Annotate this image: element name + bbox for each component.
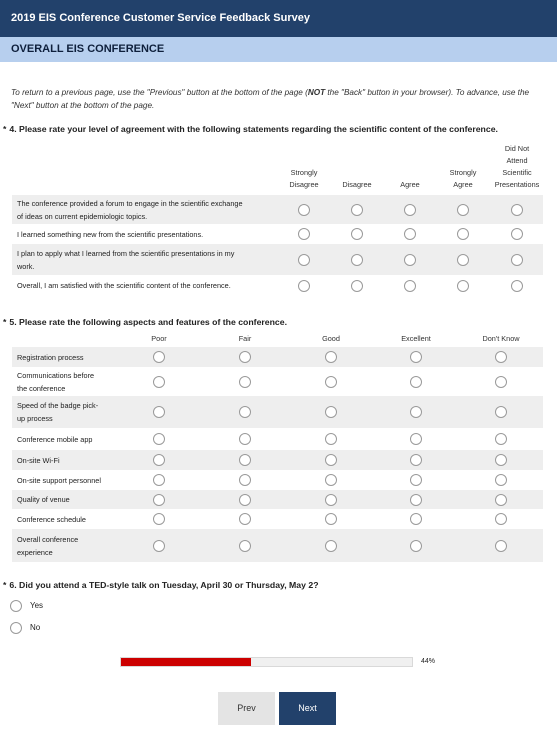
column-header-line: Agree [453, 180, 473, 189]
radio-option[interactable] [404, 228, 416, 240]
radio-option[interactable] [457, 254, 469, 266]
question-5-text: 5. Please rate the following aspects and features of the conference. [9, 317, 287, 327]
column-header [124, 333, 194, 345]
radio-option[interactable] [495, 406, 507, 418]
row-label [17, 493, 70, 506]
radio-option[interactable] [239, 351, 251, 363]
row-label [17, 533, 78, 559]
radio-option[interactable] [239, 494, 251, 506]
radio-option[interactable] [410, 494, 422, 506]
option-yes-label: Yes [30, 601, 44, 610]
row-label-line: I plan to apply what I learned from the scientific presentations in my [17, 249, 235, 258]
column-header-line: Poor [151, 334, 167, 343]
row-label-line: Overall, I am satisfied with the scientific content of the conference. [17, 281, 231, 290]
radio-option[interactable] [351, 254, 363, 266]
radio-option[interactable] [153, 474, 165, 486]
required-marker: * [3, 580, 7, 590]
radio-option[interactable] [495, 513, 507, 525]
radio-option[interactable] [457, 280, 469, 292]
row-label-line: Speed of the badge pick- [17, 401, 99, 410]
radio-option[interactable] [153, 454, 165, 466]
radio-option[interactable] [511, 228, 523, 240]
radio-option[interactable] [325, 454, 337, 466]
radio-option[interactable] [239, 474, 251, 486]
radio-option[interactable] [410, 376, 422, 388]
row-label-line: Quality of venue [17, 495, 70, 504]
column-header-line: Strongly [290, 168, 318, 177]
row-label [17, 513, 86, 526]
row-label [17, 399, 98, 425]
required-marker: * [3, 124, 7, 134]
matrix-row [12, 490, 543, 509]
radio-option[interactable] [457, 228, 469, 240]
radio-option[interactable] [239, 513, 251, 525]
radio-option[interactable] [239, 406, 251, 418]
row-label [17, 433, 92, 446]
row-label-line: The conference provided a forum to engage in the scientific exchange [17, 199, 243, 208]
radio-option[interactable] [325, 540, 337, 552]
column-header-line: Attend [506, 156, 528, 165]
radio-option[interactable] [153, 376, 165, 388]
radio-option[interactable] [325, 376, 337, 388]
matrix-row [12, 509, 543, 529]
radio-option[interactable] [153, 406, 165, 418]
progress-fill [121, 658, 251, 666]
matrix-row [12, 450, 543, 470]
radio-option[interactable] [298, 228, 310, 240]
prev-button[interactable]: Prev [218, 692, 275, 725]
column-header-line: Disagree [342, 180, 372, 189]
radio-option[interactable] [298, 280, 310, 292]
radio-option[interactable] [325, 494, 337, 506]
radio-option[interactable] [495, 494, 507, 506]
question-5 [3, 317, 287, 327]
radio-option[interactable] [153, 351, 165, 363]
column-header-line: Scientific [502, 168, 532, 177]
radio-option[interactable] [495, 433, 507, 445]
question-6 [3, 580, 319, 590]
radio-option[interactable] [410, 513, 422, 525]
radio-option[interactable] [153, 433, 165, 445]
radio-option[interactable] [153, 540, 165, 552]
matrix-row [12, 224, 543, 244]
row-label [17, 454, 60, 467]
row-label [17, 369, 94, 395]
radio-option[interactable] [410, 433, 422, 445]
row-label-line: up process [17, 414, 53, 423]
row-label [17, 197, 243, 223]
row-label-line: On-site support personnel [17, 476, 101, 485]
radio-option[interactable] [298, 204, 310, 216]
matrix-row [12, 396, 543, 428]
radio-option[interactable] [325, 474, 337, 486]
next-button[interactable]: Next [279, 692, 336, 725]
question-6-text: 6. Did you attend a TED-style talk on Tuesday, April 30 or Thursday, May 2? [9, 580, 319, 590]
page-title: OVERALL EIS CONFERENCE [0, 37, 557, 62]
row-label [17, 474, 101, 487]
radio-option[interactable] [495, 540, 507, 552]
radio-option[interactable] [495, 474, 507, 486]
matrix-row [12, 195, 543, 224]
instructions [11, 86, 541, 112]
option-no-label: No [30, 623, 41, 632]
radio-option[interactable] [495, 376, 507, 388]
radio-option[interactable] [351, 228, 363, 240]
row-label-line: work. [17, 262, 35, 271]
radio-option[interactable] [153, 494, 165, 506]
row-label [17, 351, 84, 364]
question-4 [3, 124, 498, 134]
radio-option[interactable] [351, 204, 363, 216]
radio-option[interactable] [325, 406, 337, 418]
column-header [466, 333, 536, 345]
column-header [381, 333, 451, 345]
radio-option[interactable] [298, 254, 310, 266]
matrix-row [12, 347, 543, 367]
column-header-line: Good [322, 334, 340, 343]
column-header-line: Strongly [449, 168, 477, 177]
radio-option[interactable] [410, 454, 422, 466]
column-header-line: Excellent [401, 334, 431, 343]
radio-option[interactable] [325, 433, 337, 445]
column-header [296, 333, 366, 345]
column-header-line: Did Not [504, 144, 530, 153]
row-label-line: the conference [17, 384, 66, 393]
matrix-row [12, 428, 543, 450]
row-label-line: Registration process [17, 353, 84, 362]
row-label-line: Overall conference [17, 535, 79, 544]
radio-option[interactable] [239, 376, 251, 388]
matrix-row [12, 367, 543, 396]
row-label-line: I learned something new from the scientific presentations. [17, 230, 204, 239]
row-label-line: On-site Wi-Fi [17, 456, 60, 465]
column-header-line: Don't Know [482, 334, 520, 343]
radio-option[interactable] [511, 204, 523, 216]
matrix-row [12, 244, 543, 275]
row-label [17, 247, 234, 273]
instructions-part-2: the "Back" button in your browser). To advance, use the "Next" button at the bottom of the page. [11, 88, 530, 110]
radio-option[interactable] [457, 204, 469, 216]
row-label [17, 279, 231, 292]
survey-title: 2019 EIS Conference Customer Service Feedback Survey [0, 0, 557, 37]
radio-option[interactable] [410, 406, 422, 418]
radio-option[interactable] [404, 204, 416, 216]
radio-option[interactable] [404, 254, 416, 266]
radio-option[interactable] [239, 540, 251, 552]
matrix-row [12, 470, 543, 490]
column-header [210, 333, 280, 345]
radio-option[interactable] [511, 280, 523, 292]
radio-option[interactable] [239, 454, 251, 466]
row-label-line: Conference schedule [17, 515, 86, 524]
required-marker: * [3, 317, 7, 327]
instructions-part-1: To return to a previous page, use the "Previous" button at the bottom of the page ( [11, 88, 308, 97]
row-label-line: experience [17, 548, 53, 557]
radio-yes[interactable] [10, 600, 22, 612]
radio-option[interactable] [325, 351, 337, 363]
radio-option[interactable] [404, 280, 416, 292]
matrix-row [12, 529, 543, 562]
column-header-line: Presentations [494, 180, 540, 189]
radio-option[interactable] [351, 280, 363, 292]
column-header [482, 143, 552, 191]
row-label-line: Conference mobile app [17, 435, 93, 444]
radio-option[interactable] [410, 540, 422, 552]
row-label [17, 228, 203, 241]
radio-option[interactable] [153, 513, 165, 525]
question-4-text: 4. Please rate your level of agreement with the following statements regarding the scientific content of the conference. [9, 124, 498, 134]
progress-bar [120, 657, 413, 667]
matrix-row [12, 275, 543, 296]
radio-option[interactable] [511, 254, 523, 266]
row-label-line: Communications before [17, 371, 95, 380]
row-label-line: of ideas on current epidemiologic topics. [17, 212, 148, 221]
progress-label: 44% [421, 658, 436, 665]
radio-option[interactable] [410, 351, 422, 363]
radio-option[interactable] [239, 433, 251, 445]
column-header-line: Agree [400, 180, 420, 189]
radio-option[interactable] [495, 454, 507, 466]
instructions-emphasis: NOT [307, 88, 326, 97]
radio-option[interactable] [410, 474, 422, 486]
column-header-line: Fair [238, 334, 252, 343]
radio-no[interactable] [10, 622, 22, 634]
radio-option[interactable] [325, 513, 337, 525]
column-header-line: Disagree [289, 180, 319, 189]
radio-option[interactable] [495, 351, 507, 363]
